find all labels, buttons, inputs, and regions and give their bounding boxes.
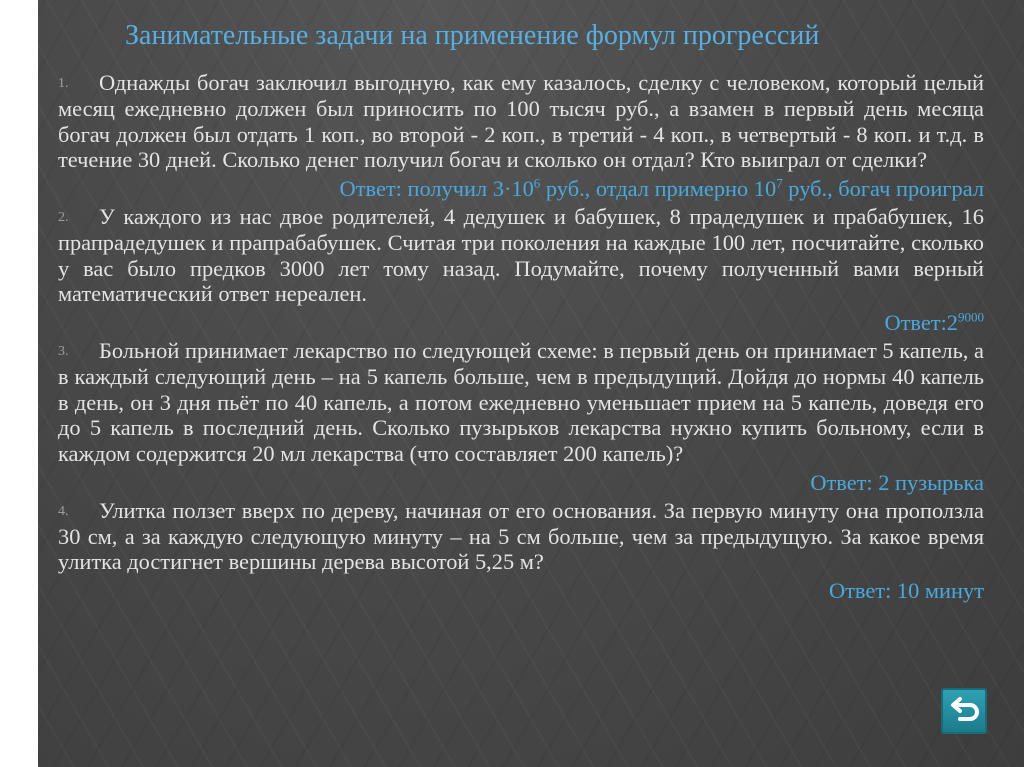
problem-answer: Ответ: 10 минут [828,578,984,604]
answer-exponent: 9000 [958,309,984,325]
problem-number: 2. [58,209,69,225]
problem-text: У каждого из нас двое родителей, 4 дедушек и бабушек, 8 прадедушек и прабабушек, 16 прапрадедушек и прапрабабушек. Считая три поколения на каждые 100 лет, посчитайте, сколько у вас было предков 3000 лет тому назад. Подумайте, почему полученный вами верный математический ответ нереален. [58,203,984,307]
problem-answer: Ответ: 2 пузырька [810,469,984,495]
answer-text: руб., отдал примерно 10 [540,176,777,202]
problem-item-1 [58,70,984,202]
problem-answer [58,310,984,336]
return-button[interactable] [941,688,987,734]
problem-item-4 [58,498,984,604]
problem-number: 1. [58,76,69,91]
problem-text: Улитка ползет вверх по дереву, начиная от его основания. За первую минуту она проползла 30 см, а за каждую следующую минуту – на 5 см больше, чем за предыдущую. За какое время улитка достигнет вершины дерева высотой 5,25 м? [58,497,984,575]
problem-text: Однажды богач заключил выгодную, как ему казалось, сделку с человеком, который целый месяц ежедневно должен был приносить по 100 тысяч руб., а взамен в первый день месяца богач должен был отдать 1 коп., во второй - 2 коп., в третий - 4 коп., в четвертый - 8 коп. и т.д. в течение 30 дней. Сколько денег получил богач и сколько он отдал? Кто выиграл от сделки? [58,70,984,173]
return-arrow-icon [948,697,980,725]
problem-number: 3. [58,343,69,359]
problem-number: 4. [58,503,69,519]
problem-text: Больной принимает лекарство по следующей схеме: в первый день он принимает 5 капель, а в каждый следующий день – на 5 капель больше, чем в предыдущий. Дойдя до нормы 40 капель в день, он 3 дня пьёт по 40 капель, а потом ежедневно уменьшает прием на 5 капель, доведя его до 5 капель в последний день. Сколько пузырьков лекарства нужно купить больному, если в каждом содержится 20 мл лекарства (что составляет 200 капель)? [58,337,984,467]
problem-item-2 [58,204,984,336]
answer-text: руб., богач проиграл [782,176,984,202]
slide-title: Занимательные задачи на применение формул прогрессий [125,20,820,51]
problem-list [58,70,984,606]
problem-answer [58,176,984,202]
answer-text: Ответ:2 [884,310,958,336]
answer-exponent: 7 [776,175,783,191]
problem-item-3 [58,338,984,496]
answer-exponent: 6 [533,175,541,191]
answer-text: Ответ: получил 3·10 [339,176,534,202]
